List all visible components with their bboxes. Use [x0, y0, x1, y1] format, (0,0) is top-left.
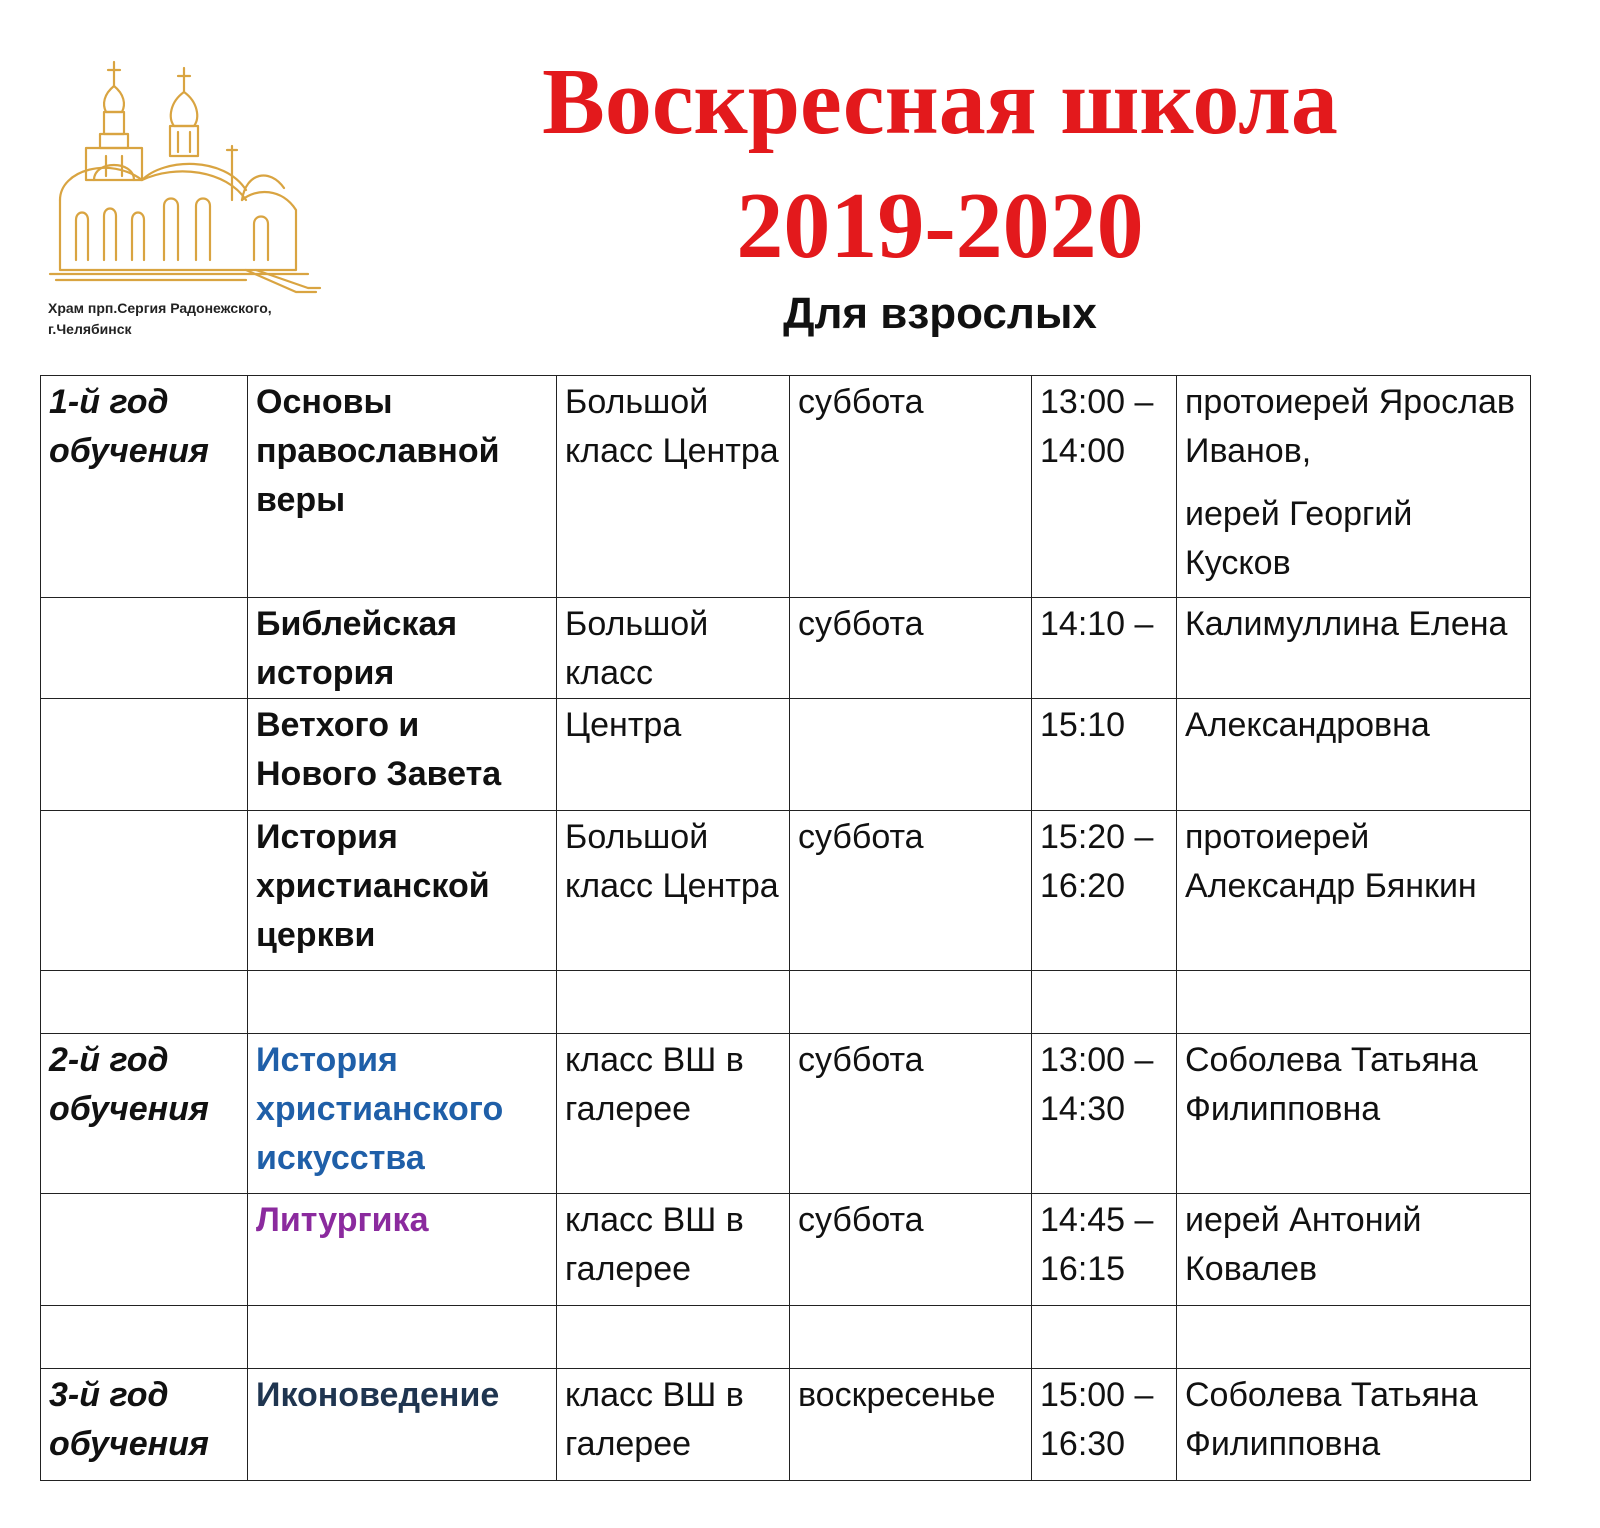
empty-cell: [41, 1306, 248, 1369]
year-cell: [41, 598, 248, 699]
empty-cell: [557, 971, 790, 1034]
table-row: [41, 699, 1531, 811]
subject-cell: История христианского искусства: [248, 1034, 557, 1194]
empty-cell: [1177, 1306, 1531, 1369]
year-cell: [41, 811, 248, 971]
table-row: [41, 598, 1531, 699]
teacher-cell: Александровна: [1177, 699, 1531, 811]
teacher-cell: иерей Антоний Ковалев: [1177, 1194, 1531, 1306]
table-row: [41, 811, 1531, 971]
table-row-spacer: [41, 1306, 1531, 1369]
empty-cell: [248, 1306, 557, 1369]
day-cell: воскресенье: [790, 1369, 1032, 1481]
day-cell: [790, 699, 1032, 811]
logo-caption-line2: г.Челябинск: [48, 321, 132, 337]
table-row: [41, 1034, 1531, 1194]
time-cell: 15:10: [1032, 699, 1177, 811]
subject-cell: Основы православной веры: [248, 376, 557, 598]
place-cell: Большой класс Центра: [557, 376, 790, 598]
page-subtitle: Для взрослых: [783, 289, 1097, 338]
year-cell: 1-й год обучения: [41, 376, 248, 598]
place-cell: класс ВШ в галерее: [557, 1194, 790, 1306]
teacher-line: иерей Георгий Кусков: [1185, 495, 1413, 582]
day-cell: суббота: [790, 1194, 1032, 1306]
year-cell: 3-й год обучения: [41, 1369, 248, 1481]
empty-cell: [1032, 1306, 1177, 1369]
subject-cell: История христианской церкви: [248, 811, 557, 971]
year-cell: [41, 1194, 248, 1306]
empty-cell: [248, 971, 557, 1034]
subject-cell: Иконоведение: [248, 1369, 557, 1481]
table-row: [41, 1369, 1531, 1481]
table-row: [41, 1194, 1531, 1306]
day-cell: суббота: [790, 811, 1032, 971]
empty-cell: [557, 1306, 790, 1369]
empty-cell: [790, 1306, 1032, 1369]
time-cell: 13:00 – 14:00: [1032, 376, 1177, 598]
schedule-table: [40, 375, 1531, 1481]
day-cell: суббота: [790, 1034, 1032, 1194]
day-cell: суббота: [790, 376, 1032, 598]
place-cell: Большой класс: [557, 598, 790, 699]
teacher-cell: [1177, 376, 1531, 598]
subject-cell: Ветхого и Нового Завета: [248, 699, 557, 811]
day-cell: суббота: [790, 598, 1032, 699]
year-cell: 2-й год обучения: [41, 1034, 248, 1194]
subject-cell: Литургика: [248, 1194, 557, 1306]
empty-cell: [41, 971, 248, 1034]
empty-cell: [1032, 971, 1177, 1034]
logo-caption: [48, 298, 272, 340]
time-cell: 14:45 – 16:15: [1032, 1194, 1177, 1306]
place-cell: Центра: [557, 699, 790, 811]
teacher-cell: Соболева Татьяна Филипповна: [1177, 1369, 1531, 1481]
church-icon: [46, 60, 326, 300]
teacher-cell: Соболева Татьяна Филипповна: [1177, 1034, 1531, 1194]
time-cell: 14:10 –: [1032, 598, 1177, 699]
time-cell: 13:00 – 14:30: [1032, 1034, 1177, 1194]
place-cell: класс ВШ в галерее: [557, 1369, 790, 1481]
time-cell: 15:00 – 16:30: [1032, 1369, 1177, 1481]
teacher-cell: Калимуллина Елена: [1177, 598, 1531, 699]
place-cell: класс ВШ в галерее: [557, 1034, 790, 1194]
year-cell: [41, 699, 248, 811]
teacher-line: протоиерей Ярослав Иванов,: [1185, 383, 1515, 470]
place-cell: Большой класс Центра: [557, 811, 790, 971]
teacher-cell: протоиерей Александр Бянкин: [1177, 811, 1531, 971]
empty-cell: [790, 971, 1032, 1034]
logo-caption-line1: Храм прп.Сергия Радонежского,: [48, 300, 272, 316]
subject-cell: Библейская история: [248, 598, 557, 699]
page-title: Воскресная школа: [542, 50, 1338, 154]
table-row-spacer: [41, 971, 1531, 1034]
table-row: [41, 376, 1531, 598]
empty-cell: [1177, 971, 1531, 1034]
page-title-year: 2019-2020: [736, 174, 1144, 278]
time-cell: 15:20 – 16:20: [1032, 811, 1177, 971]
